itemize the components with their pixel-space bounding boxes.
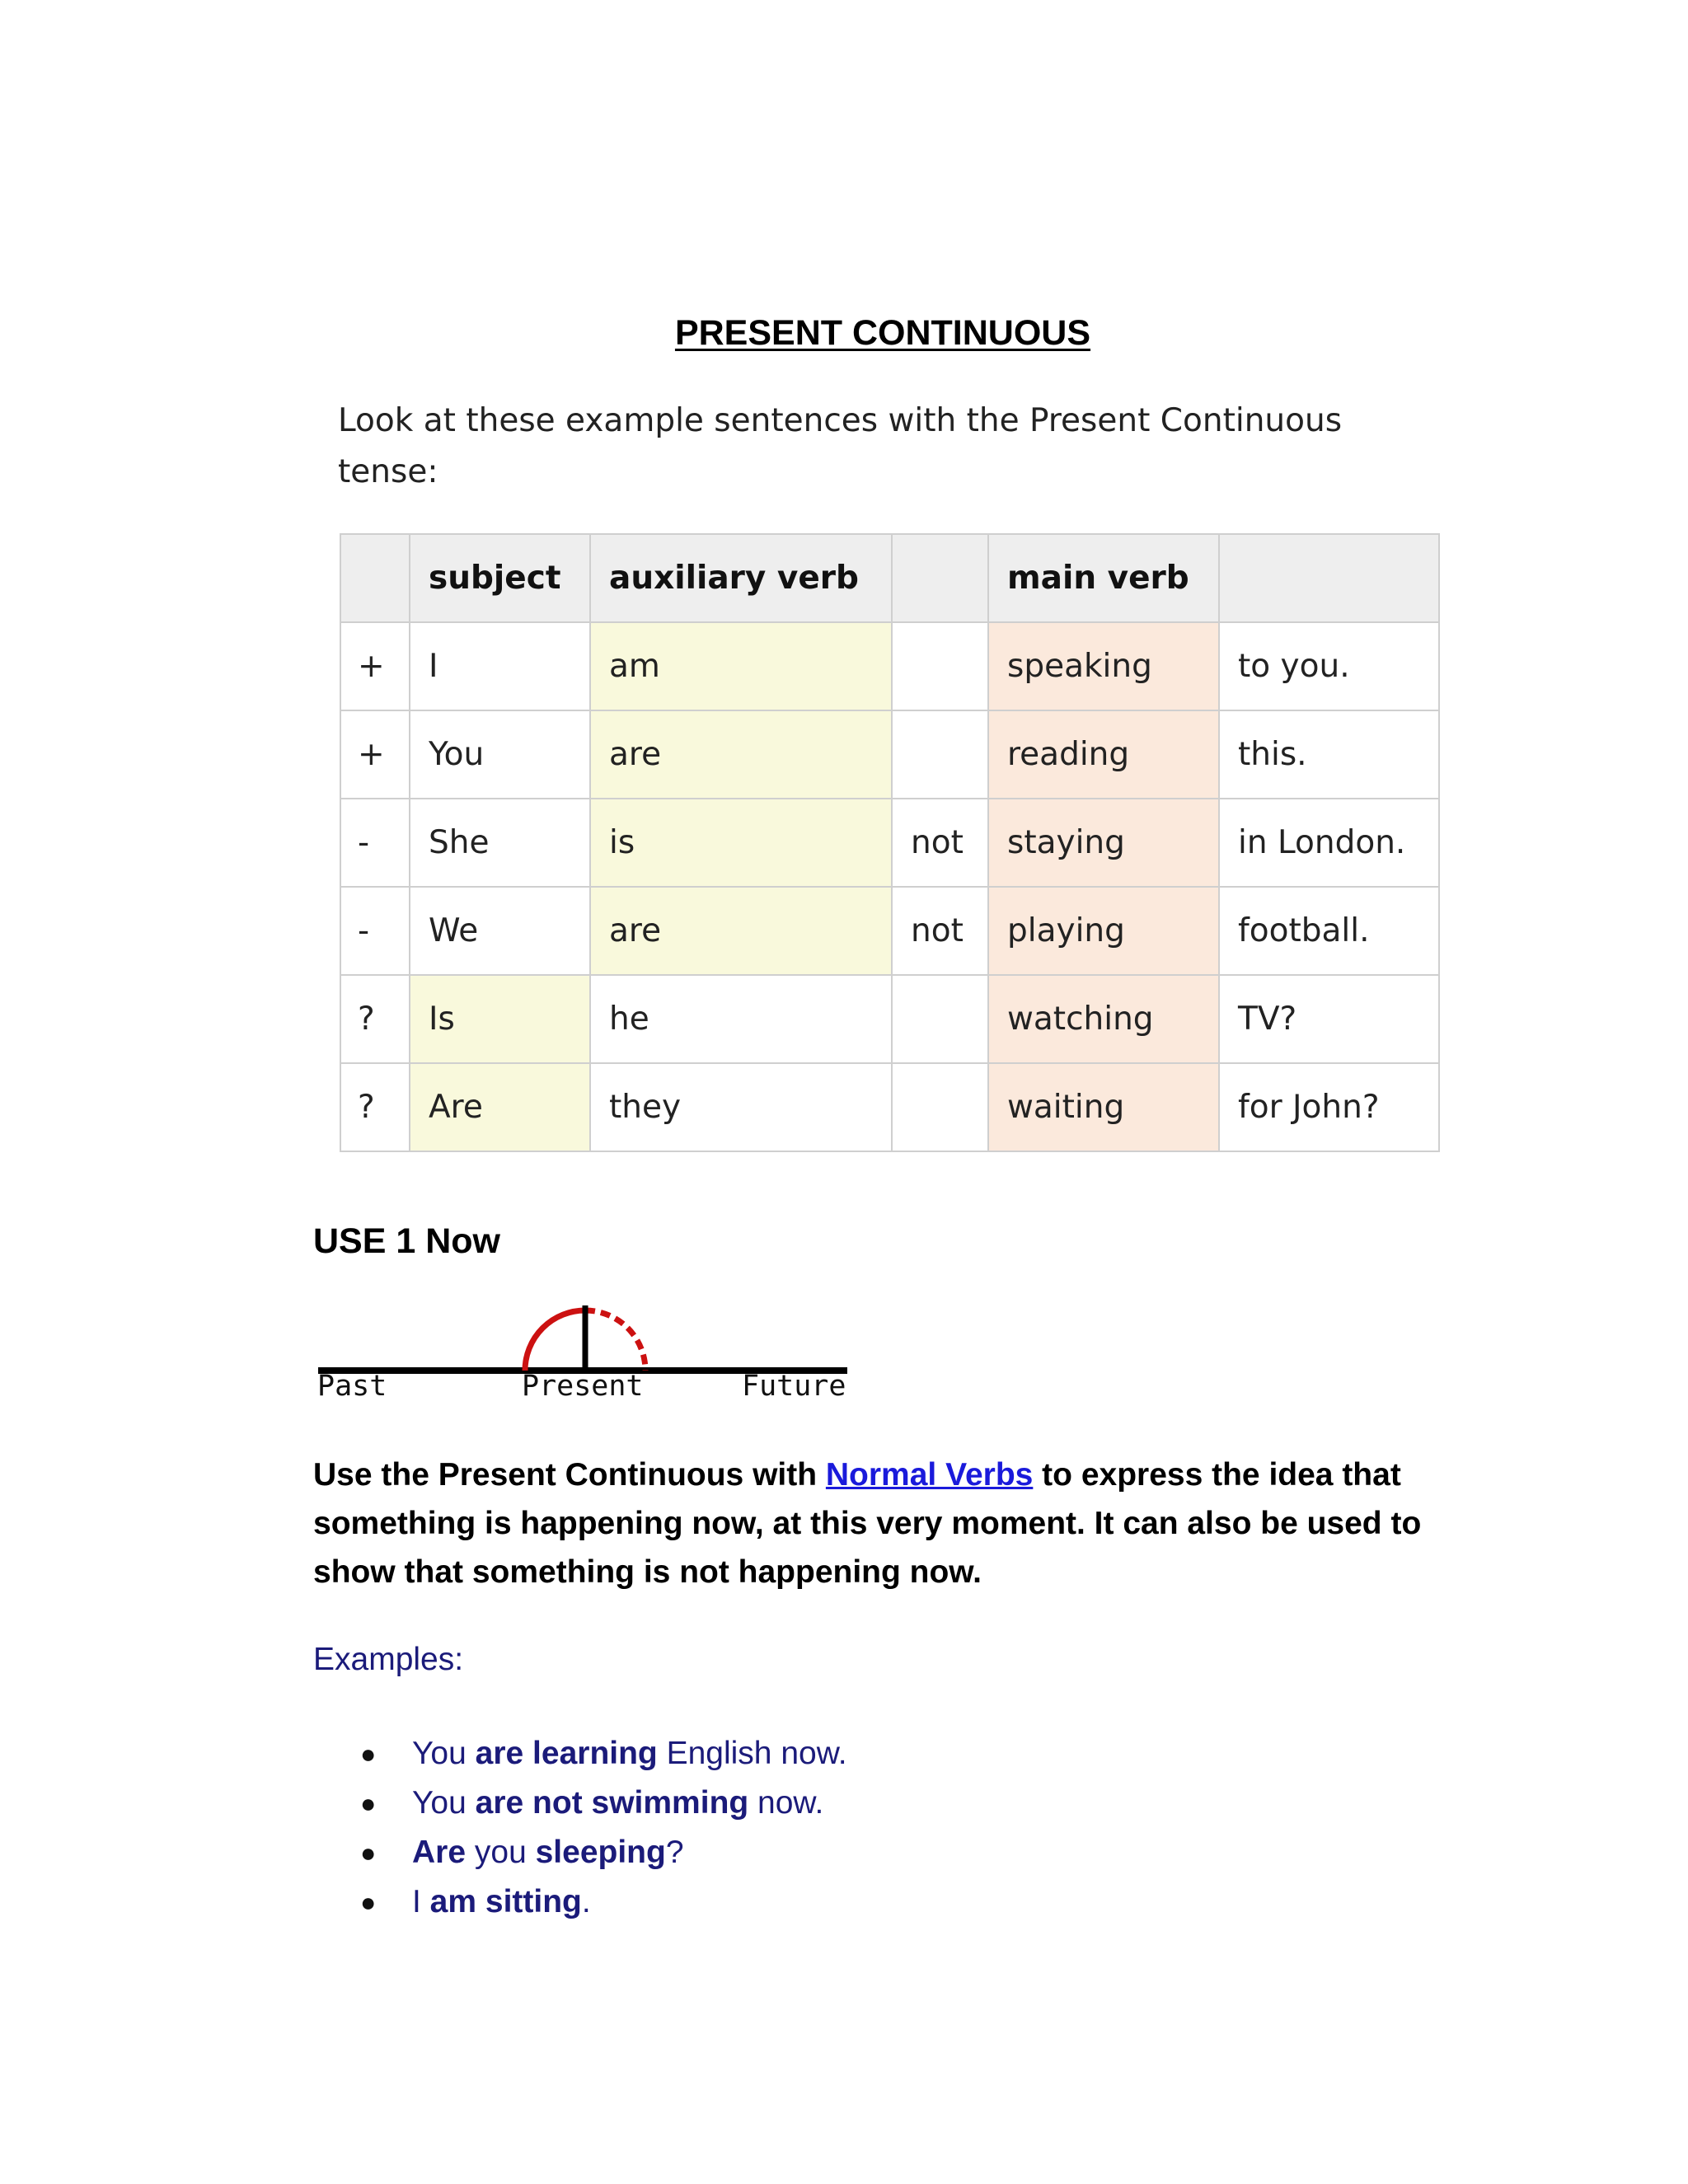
header-subject: subject [410, 534, 590, 622]
examples-list [313, 1729, 847, 1927]
timeline-arc-dashed [585, 1310, 645, 1371]
cell-subject: I [410, 622, 590, 710]
bullet-icon: ● [360, 1887, 377, 1917]
cell-rest: this. [1219, 710, 1439, 799]
cell-subject: She [410, 799, 590, 887]
cell-main-verb: staying [988, 799, 1219, 887]
cell-sign: - [340, 799, 410, 887]
cell-sign: - [340, 887, 410, 975]
cell-negation [892, 1063, 988, 1151]
use-heading: USE 1 Now [313, 1221, 500, 1261]
bullet-icon: ● [360, 1739, 377, 1769]
timeline-label-past: Past [317, 1370, 387, 1403]
bullet-icon: ● [360, 1788, 377, 1818]
cell-auxiliary: he [590, 975, 892, 1063]
desc-text-before: Use the Present Continuous with [313, 1457, 826, 1493]
cell-main-verb: speaking [988, 622, 1219, 710]
bullet-icon: ● [360, 1838, 377, 1868]
desc-text-after: to express the idea that something is happening now, at this very moment. It can also be used to show that something is not happening now. [313, 1457, 1422, 1590]
cell-sign: + [340, 710, 410, 799]
cell-auxiliary: they [590, 1063, 892, 1151]
cell-rest: to you. [1219, 622, 1439, 710]
cell-sign: ? [340, 975, 410, 1063]
cell-negation: not [892, 799, 988, 887]
table-row [340, 710, 1439, 799]
list-item: ● I am sitting. [313, 1877, 847, 1927]
table-row [340, 975, 1439, 1063]
cell-rest: in London. [1219, 799, 1439, 887]
cell-negation: not [892, 887, 988, 975]
cell-auxiliary: is [590, 799, 892, 887]
cell-negation [892, 622, 988, 710]
cell-sign: ? [340, 1063, 410, 1151]
cell-subject: Is [410, 975, 590, 1063]
cell-main-verb: playing [988, 887, 1219, 975]
table-row [340, 1063, 1439, 1151]
cell-auxiliary: are [590, 710, 892, 799]
cell-subject: We [410, 887, 590, 975]
list-item: ● You are not swimming now. [313, 1779, 847, 1828]
header-rest [1219, 534, 1439, 622]
list-item: ● Are you sleeping? [313, 1828, 847, 1877]
cell-auxiliary: are [590, 887, 892, 975]
cell-subject: You [410, 710, 590, 799]
use-description [313, 1451, 1451, 1596]
intro-text: Look at these example sentences with the Present Continuous tense: [338, 402, 1343, 490]
table-row [340, 887, 1439, 975]
header-negation [892, 534, 988, 622]
timeline-label-present: Present [522, 1370, 644, 1403]
grammar-table [340, 533, 1440, 1152]
header-main-verb: main verb [988, 534, 1219, 622]
table-row [340, 622, 1439, 710]
table-row [340, 799, 1439, 887]
header-sign [340, 534, 410, 622]
cell-negation [892, 975, 988, 1063]
cell-main-verb: watching [988, 975, 1219, 1063]
cell-auxiliary: am [590, 622, 892, 710]
cell-main-verb: waiting [988, 1063, 1219, 1151]
header-auxiliary-verb: auxiliary verb [590, 534, 892, 622]
examples-label: Examples: [313, 1642, 464, 1677]
cell-rest: for John? [1219, 1063, 1439, 1151]
cell-rest: TV? [1219, 975, 1439, 1063]
timeline-label-future: Future [742, 1370, 846, 1403]
normal-verbs-link[interactable]: Normal Verbs [825, 1457, 1034, 1493]
cell-negation [892, 710, 988, 799]
cell-rest: football. [1219, 887, 1439, 975]
cell-sign: + [340, 622, 410, 710]
cell-subject: Are [410, 1063, 590, 1151]
list-item: ● You are learning English now. [313, 1729, 847, 1779]
table-header-row [340, 534, 1439, 622]
cell-main-verb: reading [988, 710, 1219, 799]
timeline-arc-solid [525, 1310, 585, 1371]
page-title: PRESENT CONTINUOUS [674, 313, 1091, 353]
